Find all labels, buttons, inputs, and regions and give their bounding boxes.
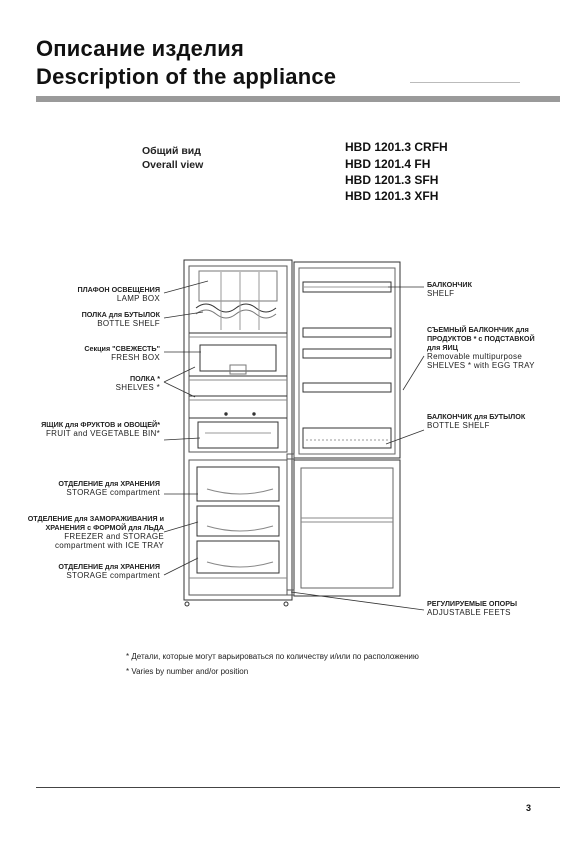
freezer-drawer [197,506,279,536]
door-bottle-shelf [303,428,391,448]
fridge-door [294,262,400,458]
door-shelf [303,349,391,358]
model-name: HBD 1201.4 FH [345,157,431,171]
label-storage-compartment: ОТДЕЛЕНИЕ для ХРАНЕНИЯ STORAGE compartment [58,479,160,497]
door-shelf [303,383,391,392]
label-freezer-compartment: ОТДЕЛЕНИЕ для ЗАМОРАЖИВАНИЯ и ХРАНЕНИЯ с ФОРМОЙ для ЛЬДА FREEZER and STORAGE compartment with ICE TRAY [27,514,164,550]
label-shelves: ПОЛКА * SHELVES * [115,374,160,392]
overview-label-ru: Общий вид [142,145,201,157]
lamp-box [199,271,277,301]
overview-label-en: Overall view [142,159,204,171]
fruit-bin [198,422,278,448]
footer-rule [36,787,560,788]
fridge-compartment [189,266,287,452]
label-lamp-box: ПЛАФОН ОСВЕЩЕНИЯ LAMP BOX [77,285,160,303]
page-title-ru: Описание изделия [36,36,245,61]
label-removable-shelves: СЪЕМНЫЙ БАЛКОНЧИК для ПРОДУКТОВ * с ПОДСТАВКОЙ для ЯИЦ Removable multipurpose SHELVES * with EGG TRAY [427,325,535,370]
door-shelf [303,328,391,337]
model-name: HBD 1201.3 CRFH [345,140,448,154]
label-bottle-door-shelf: БАЛКОНЧИК для БУТЫЛОК BOTTLE SHELF [427,412,526,430]
page-title-en: Description of the appliance [36,64,337,89]
label-adjustable-feet: РЕГУЛИРУЕМЫЕ ОПОРЫ ADJUSTABLE FEETS [427,599,518,617]
storage-drawer [197,467,279,501]
bottle-shelf [196,304,276,312]
freezer-door [294,460,400,596]
model-name: HBD 1201.3 XFH [345,189,439,203]
model-name: HBD 1201.3 SFH [345,173,439,187]
label-fresh-box: Секция "СВЕЖЕСТЬ" FRESH BOX [84,344,160,362]
label-bottle-shelf: ПОЛКА для БУТЫЛОК BOTTLE SHELF [81,310,160,328]
label-door-shelf: БАЛКОНЧИК SHELF [427,280,472,298]
freezer-compartment [189,460,287,595]
label-storage-compartment: ОТДЕЛЕНИЕ для ХРАНЕНИЯ STORAGE compartment [58,562,160,580]
label-fruit-bin: ЯЩИК для ФРУКТОВ и ОВОЩЕЙ* FRUIT and VEGETABLE BIN* [41,420,160,438]
storage-drawer [197,541,279,573]
footnote-en: * Varies by number and/or position [126,667,249,676]
footnote-ru: * Детали, которые могут варьироваться по количеству и/или по расположению [126,652,419,661]
fresh-box [200,345,276,371]
page-number: 3 [526,803,532,813]
